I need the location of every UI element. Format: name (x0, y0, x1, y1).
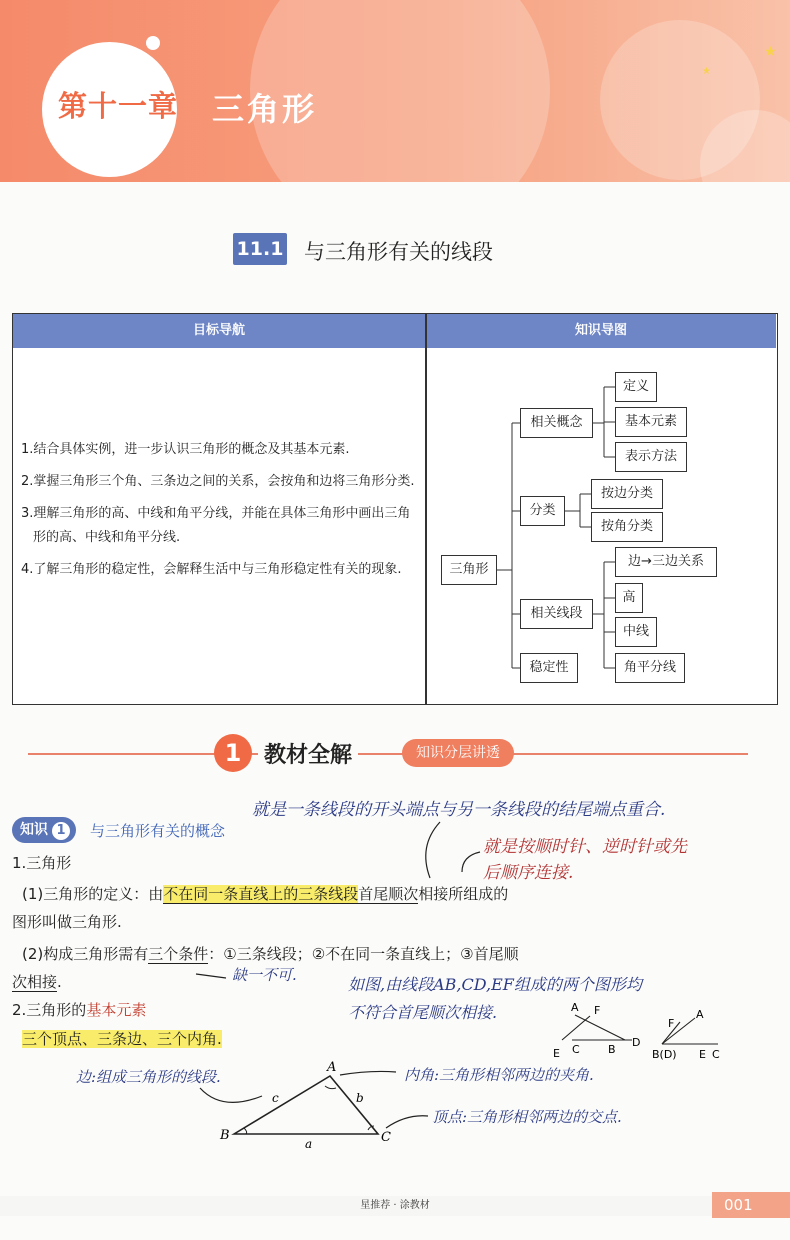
goal-item: 2.掌握三角形三个角、三条边之间的关系，会按角和边将三角形分类. (21, 474, 415, 489)
part-number: 1 (214, 734, 252, 772)
arrow-note3 (196, 974, 226, 978)
s2-BD: B(D) (652, 1048, 677, 1061)
map-branch: 分类 (520, 496, 565, 526)
condition-line-2: 次相接. (12, 973, 62, 991)
note-vertex: 顶点:三角形相邻两边的交点. (432, 1108, 622, 1126)
note-head-to-tail: 就是一条线段的开头端点与另一条线段的结尾端点重合. (252, 800, 666, 820)
s2-E: E (699, 1048, 706, 1061)
knowledge-title: 与三角形有关的概念 (90, 822, 226, 840)
goals-header: 目标导航 (13, 314, 425, 348)
goal-item: 3.理解三角形的高、中线和角平分线，并能在具体三角形中画出三角形的高、中线和角平分线. (21, 506, 411, 545)
angle-a-mark (325, 1086, 336, 1089)
s2-C: C (712, 1048, 720, 1061)
map-root: 三角形 (441, 555, 497, 585)
note-all-required: 缺一不可. (232, 966, 297, 984)
item2-body: 三个顶点、三条边、三个内角. (22, 1030, 222, 1048)
star-icon: ★ (764, 44, 777, 60)
label-b: b (356, 1091, 364, 1105)
s2-A: A (696, 1008, 704, 1021)
item2-heading: 2.三角形的基本元素 (12, 1001, 147, 1019)
map-branch: 相关概念 (520, 408, 593, 438)
map-leaf: 高 (615, 583, 643, 613)
arrow-note2 (462, 852, 480, 872)
s1-D: D (632, 1036, 641, 1049)
map-leaf: 按角分类 (591, 512, 663, 542)
section-number: 11.1 (233, 233, 287, 265)
section-title: 与三角形有关的线段 (304, 240, 493, 264)
map-leaf: 按边分类 (591, 479, 663, 509)
arrow-vertex (386, 1116, 428, 1128)
knowledge-badge: 知识 1 (12, 817, 76, 843)
condition-line: (2)构成三角形需有三个条件：①三条线段；②不在同一条直线上；③首尾顺 (22, 945, 519, 963)
note-side: 边:组成三角形的线段. (76, 1068, 221, 1086)
map-leaf: 中线 (615, 617, 657, 647)
map-leaf: 表示方法 (615, 442, 687, 472)
s1-E: E (553, 1047, 560, 1060)
goal-item: 4.了解三角形的稳定性，会解释生活中与三角形稳定性有关的现象. (21, 562, 402, 577)
chapter-number: 第十一章 (58, 89, 179, 123)
angle-b-mark (244, 1128, 247, 1134)
s1-B: B (608, 1043, 616, 1056)
note-order-2: 后顺序连接. (483, 863, 574, 883)
label-A: A (327, 1060, 337, 1075)
star-icon: ★ (702, 66, 711, 77)
s1-A: A (571, 1001, 579, 1014)
note-counterexample: 如图,由线段AB,CD,EF组成的两个图形均 (348, 975, 642, 994)
label-c: c (272, 1091, 279, 1105)
arrow-angle (340, 1071, 396, 1075)
s2-F: F (668, 1017, 675, 1030)
map-leaf: 角平分线 (615, 653, 685, 683)
definition-line: (1)三角形的定义：由不在同一条直线上的三条线段首尾顺次相接所组成的 (22, 885, 509, 903)
note-order: 就是按顺时针、逆时针或先 (483, 837, 687, 857)
map-leaf: 定义 (615, 372, 657, 402)
item1-heading: 1.三角形 (12, 854, 72, 872)
map-branch: 稳定性 (520, 653, 578, 683)
definition-line-2: 图形叫做三角形. (12, 913, 122, 931)
note-interior-angle: 内角:三角形相邻两边的夹角. (404, 1066, 594, 1084)
page-number: 001 (712, 1192, 790, 1218)
s1-C: C (572, 1043, 580, 1056)
small-figure-1 (562, 1015, 632, 1040)
triangle-abc (234, 1076, 378, 1134)
map-header: 知识导图 (426, 314, 776, 348)
part-title: 教材全解 (258, 738, 358, 769)
goal-item: 1.结合具体实例，进一步认识三角形的概念及其基本元素. (21, 442, 350, 457)
map-leaf: 基本元素 (615, 407, 687, 437)
arrow-side (200, 1088, 262, 1102)
arrow-note1 (426, 822, 440, 878)
footer-brand: 星推荐 · 涂教材 (360, 1200, 430, 1211)
map-branch: 相关线段 (520, 599, 593, 629)
label-C: C (381, 1130, 391, 1145)
label-a: a (305, 1137, 313, 1151)
chapter-title: 三角形 (212, 90, 318, 128)
label-B: B (220, 1128, 230, 1143)
map-leaf: 边→三边关系 (615, 547, 717, 577)
part-tag: 知识分层讲透 (402, 739, 514, 767)
note-counterexample-2: 不符合首尾顺次相接. (348, 1003, 498, 1022)
s1-F: F (594, 1004, 601, 1017)
